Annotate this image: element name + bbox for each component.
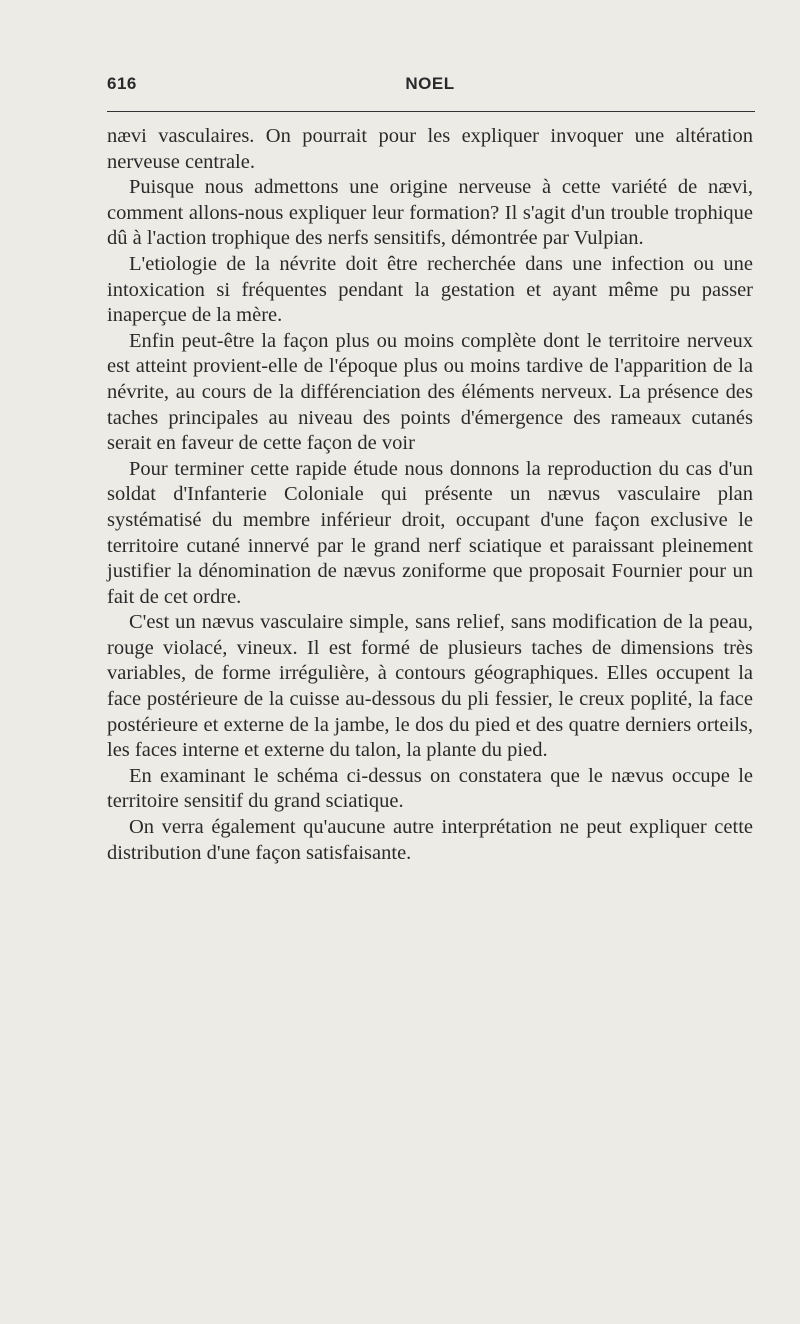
paragraph: On verra également qu'aucune autre interprétation ne peut expliquer cette distribution d'une façon satisfaisante. xyxy=(107,816,753,864)
paragraph: Enfin peut-être la façon plus ou moins complète dont le territoire nerveux est atteint provient-elle de l'époque plus ou moins tardive de l'apparition de la névrite, au cours de la différenciation des éléments nerveux. La présence des taches principales au niveau des points d'émergence des rameaux cutanés serait en faveur de cette façon de voir xyxy=(107,329,753,455)
body-text xyxy=(107,124,753,866)
header-rule xyxy=(107,111,755,112)
page-header xyxy=(107,74,753,102)
page-number: 616 xyxy=(107,74,137,93)
paragraph: Pour terminer cette rapide étude nous donnons la reproduction du cas d'un soldat d'Infanterie Coloniale qui présente un nævus vasculaire plan systématisé du membre inférieur droit, occupant d'une façon exclusive le territoire cutané innervé par le grand nerf sciatique et paraissant pleinement justifier la dénomination de nævus zoniforme que proposait Fournier pour un fait de cet ordre. xyxy=(107,457,753,608)
running-title: NOEL xyxy=(405,74,455,93)
paragraph: C'est un nævus vasculaire simple, sans relief, sans modification de la peau, rouge violacé, vineux. Il est formé de plusieurs taches de dimensions très variables, de forme irrégulière, à contours géographiques. Elles occupent la face postérieure de la cuisse au-dessous du pli fessier, le creux poplité, la face postérieure et externe de la jambe, le dos du pied et des quatre derniers orteils, les faces interne et externe du talon, la plante du pied. xyxy=(107,611,753,762)
paragraph: En examinant le schéma ci-dessus on constatera que le nævus occupe le territoire sensitif du grand sciatique. xyxy=(107,764,753,813)
paragraph: L'etiologie de la névrite doit être recherchée dans une infection ou une intoxication si fréquentes pendant la gestation et ayant même pu passer inaperçue de la mère. xyxy=(107,252,753,327)
paragraph: nævi vasculaires. On pourrait pour les expliquer invoquer une altération nerveuse centrale. xyxy=(107,125,753,173)
paragraph: Puisque nous admettons une origine nerveuse à cette variété de nævi, comment allons-nous expliquer leur formation? Il s'agit d'un trouble trophique dû à l'action trophique des nerfs sensitifs, démontrée par Vulpian. xyxy=(107,176,753,250)
